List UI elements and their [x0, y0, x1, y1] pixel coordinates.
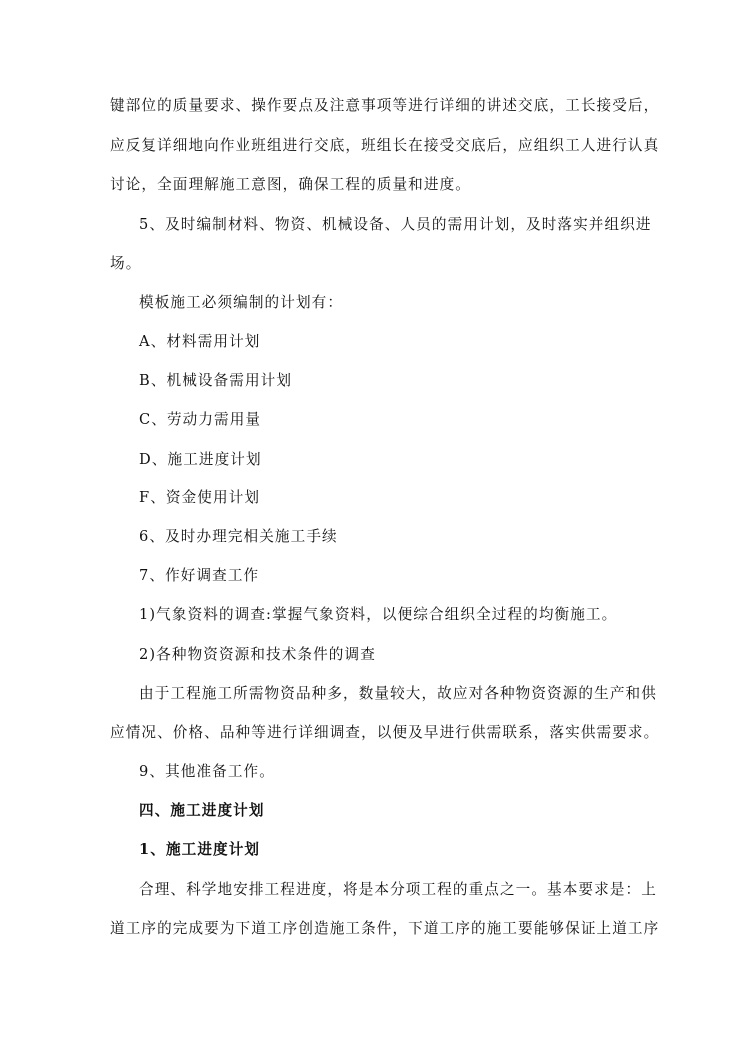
list-item: 7、作好调查工作 [139, 567, 260, 584]
paragraph-line: 场。 [110, 255, 142, 272]
list-item: A、材料需用计划 [139, 333, 261, 350]
section-heading: 四、施工进度计划 [139, 802, 265, 819]
paragraph-line: 键部位的质量要求、操作要点及注意事项等进行详细的讲述交底，工长接受后， [110, 97, 660, 114]
list-item: 1)气象资料的调查:掌握气象资料，以便综合组织全过程的均衡施工。 [139, 606, 618, 623]
paragraph-line: 应情况、价格、品种等进行详细调查，以便及早进行供需联系，落实供需要求。 [110, 724, 660, 741]
list-item: 6、及时办理完相关施工手续 [139, 528, 338, 545]
list-item: F、资金使用计划 [139, 489, 261, 506]
paragraph-line: 由于工程施工所需物资品种多，数量较大，故应对各种物资资源的生产和供 [139, 685, 657, 702]
paragraph-line: 讨论，全面理解施工意图，确保工程的质量和进度。 [110, 176, 471, 193]
paragraph-line: 道工序的完成要为下道工序创造施工条件，下道工序的施工要能够保证上道工序 [110, 920, 660, 937]
paragraph-line: 合理、科学地安排工程进度，将是本分项工程的重点之一。基本要求是：上 [139, 881, 657, 898]
list-item: C、劳动力需用量 [139, 411, 262, 428]
subsection-heading: 1、施工进度计划 [139, 841, 261, 858]
list-item: B、机械设备需用计划 [139, 372, 293, 389]
list-item: D、施工进度计划 [139, 451, 262, 468]
list-item: 2)各种物资资源和技术条件的调查 [139, 646, 376, 663]
list-item: 9、其他准备工作。 [139, 763, 275, 780]
paragraph-line: 模板施工必须编制的计划有： [139, 294, 344, 311]
paragraph-line: 应反复详细地向作业班组进行交底，班组长在接受交底后，应组织工人进行认真 [110, 137, 660, 154]
paragraph-line: 5、及时编制材料、物资、机械设备、人员的需用计划，及时落实并组织进 [139, 216, 652, 233]
